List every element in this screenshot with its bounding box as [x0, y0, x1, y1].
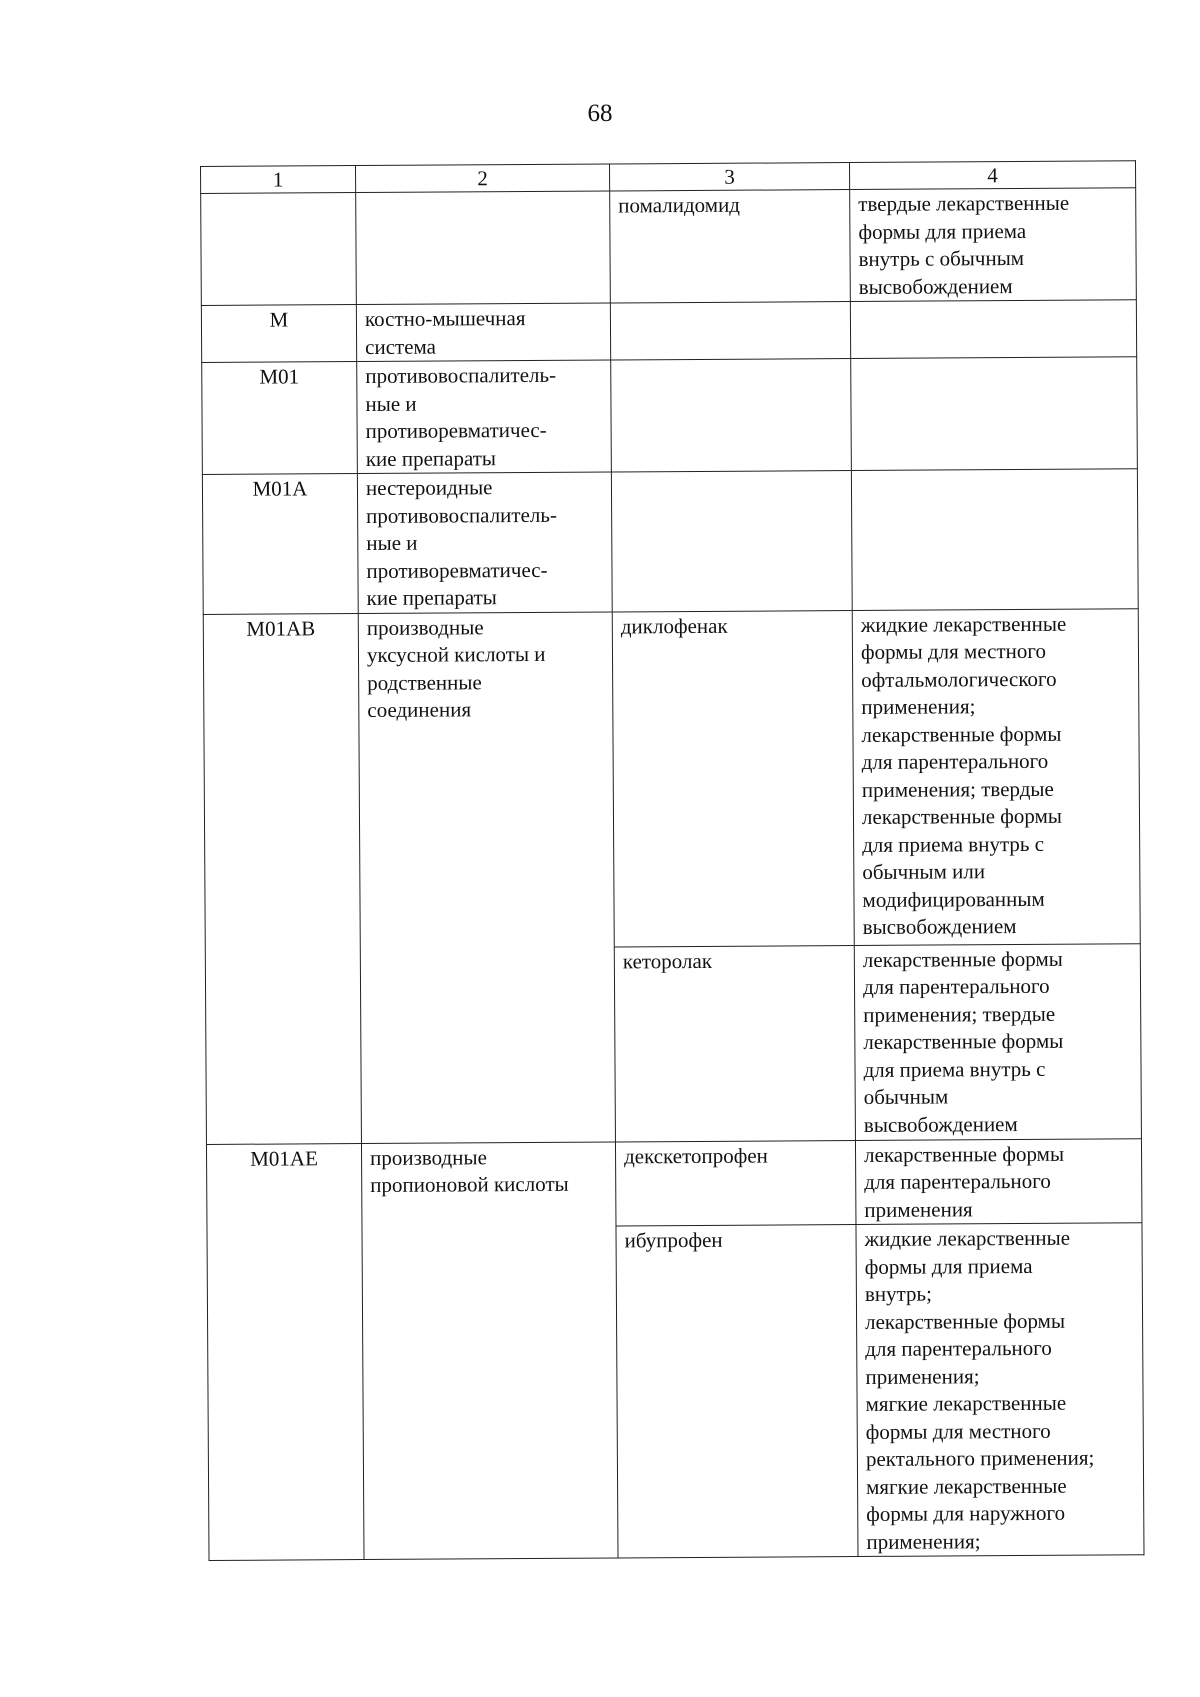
group-name-cell: противовоспалитель- ные и противоревматичес- кие препараты: [357, 360, 612, 474]
inn-cell: [611, 471, 852, 612]
inn-cell: [610, 302, 850, 360]
table-row: [201, 188, 1137, 306]
group-name-cell: производные уксусной кислоты и родственные соединения: [358, 611, 615, 1143]
header-cell: 3: [609, 163, 849, 191]
table-row: [201, 300, 1136, 363]
group-name-cell: нестероидные противовоспалитель- ные и противоревматичес- кие препараты: [357, 472, 612, 613]
table-row: [202, 469, 1138, 614]
dosage-form-cell: [850, 300, 1136, 359]
atc-code-cell: M: [201, 305, 356, 363]
header-cell: 2: [356, 164, 610, 193]
atc-code-cell: [201, 193, 357, 306]
inn-cell: диклофенак: [612, 610, 854, 946]
inn-cell: декскетопрофен: [615, 1140, 856, 1226]
table-row: [202, 357, 1138, 475]
inn-cell: ибупрофен: [616, 1225, 858, 1558]
dosage-form-cell: жидкие лекарственные формы для приема внутрь; лекарственные формы для парентерального применения; мягкие лекарственные формы для местного ректального применения; мягкие лекарственные формы для наружного применения;: [856, 1223, 1144, 1557]
page-number: 68: [587, 100, 613, 127]
header-cell: 4: [849, 161, 1135, 190]
dosage-form-cell: [851, 469, 1138, 610]
dosage-form-cell: лекарственные формы для парентерального применения; твердые лекарственные формы для приема внутрь с обычным высвобождением: [854, 943, 1141, 1140]
inn-cell: кеторолак: [614, 945, 855, 1141]
inn-cell: [611, 359, 852, 472]
table-row: [206, 1138, 1141, 1228]
dosage-form-cell: жидкие лекарственные формы для местного офтальмологического применения; лекарственные формы для парентерального применения; твердые лекарственные формы для приема внутрь с обычным или модифицированным высвобождением: [852, 608, 1140, 945]
group-name-cell: [356, 191, 611, 305]
atc-code-cell: M01: [202, 362, 358, 475]
inn-cell: помалидомид: [610, 190, 851, 303]
header-cell: 1: [201, 166, 356, 194]
dosage-form-cell: лекарственные формы для парентерального применения: [855, 1138, 1142, 1224]
group-name-cell: костно-мышечная система: [356, 303, 610, 362]
group-name-cell: производные пропионовой кислоты: [361, 1141, 618, 1559]
dosage-form-cell: твердые лекарственные формы для приема внутрь с обычным высвобождением: [850, 188, 1137, 302]
table-row: [203, 608, 1140, 949]
atc-code-cell: M01AB: [203, 613, 361, 1144]
atc-code-cell: M01A: [202, 474, 358, 614]
dosage-form-cell: [851, 357, 1138, 471]
drug-table: [200, 160, 1145, 1561]
atc-code-cell: M01AE: [206, 1143, 364, 1560]
